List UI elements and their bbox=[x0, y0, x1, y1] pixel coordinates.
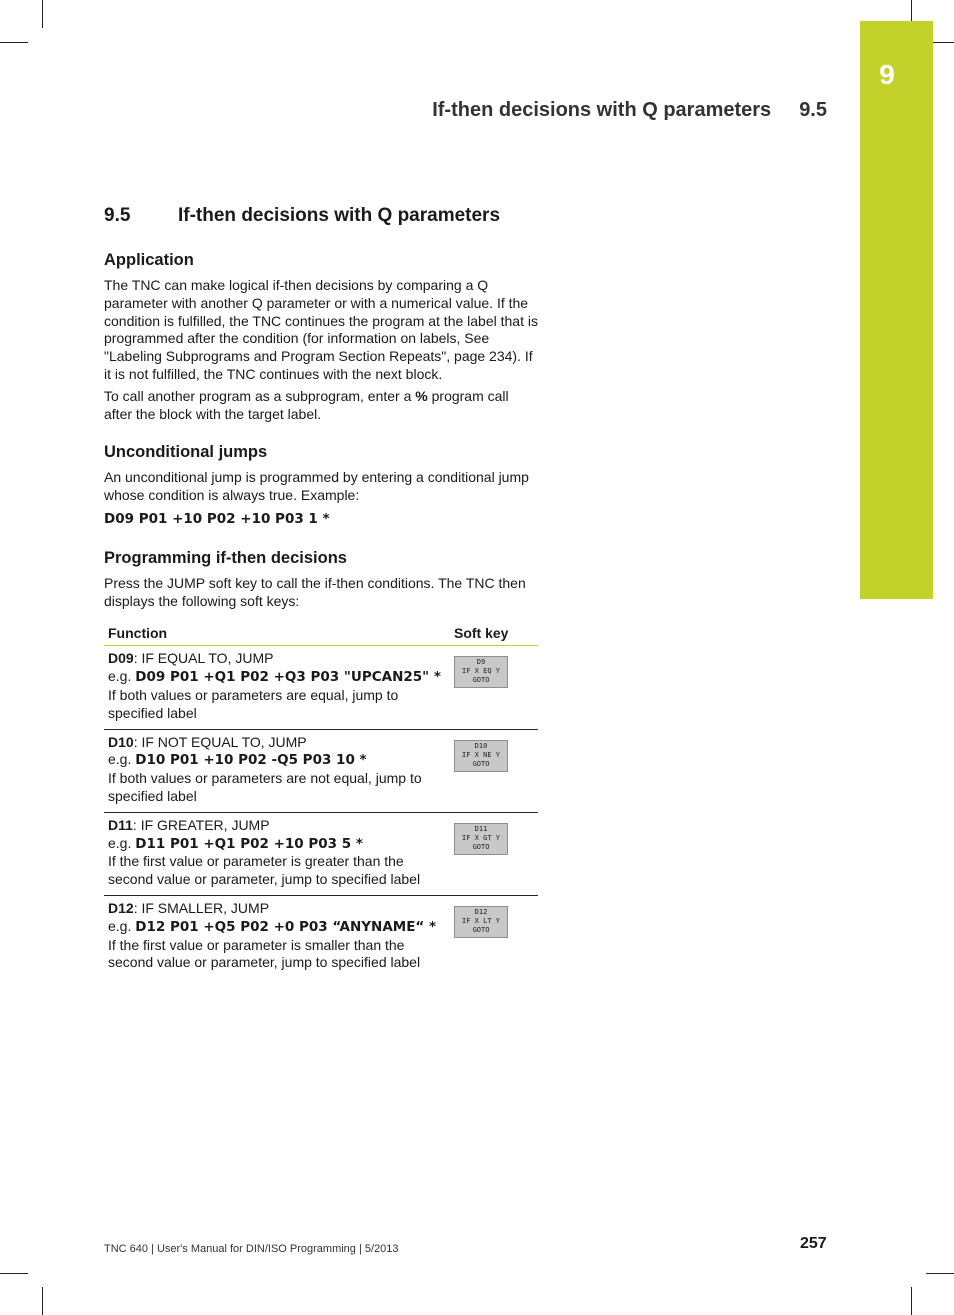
programming-heading: Programming if-then decisions bbox=[104, 548, 347, 567]
function-description: If the first value or parameter is smaller than the second value or parameter, jump to specified label bbox=[108, 936, 421, 971]
softkey-d12-button[interactable]: D12 IF X LT Y GOTO bbox=[454, 906, 508, 938]
eg-prefix: e.g. bbox=[108, 834, 136, 851]
softkey-cell bbox=[450, 895, 538, 978]
running-head-section: 9.5 bbox=[799, 99, 827, 121]
running-head-title: If-then decisions with Q parameters bbox=[432, 99, 772, 121]
section-number: 9.5 bbox=[104, 205, 131, 226]
function-example: D10 P01 +10 P02 -Q5 P03 10 * bbox=[135, 752, 367, 769]
footer-text: TNC 640 | User's Manual for DIN/ISO Programming | 5/2013 bbox=[104, 1243, 399, 1255]
crop-mark bbox=[926, 1273, 954, 1274]
unconditional-heading: Unconditional jumps bbox=[104, 443, 268, 462]
function-name: : IF GREATER, JUMP bbox=[132, 816, 270, 833]
function-example: D09 P01 +Q1 P02 +Q3 P03 "UPCAN25" * bbox=[135, 669, 441, 686]
table-row bbox=[104, 646, 538, 729]
chapter-number: 9 bbox=[879, 59, 895, 90]
function-description: If the first value or parameter is greater than the second value or parameter, jump to specified label bbox=[108, 853, 421, 888]
section-title: If-then decisions with Q parameters bbox=[178, 205, 501, 226]
running-head bbox=[432, 99, 827, 122]
crop-mark bbox=[911, 1287, 912, 1315]
crop-mark bbox=[42, 1287, 43, 1315]
table-row bbox=[104, 729, 538, 812]
unconditional-paragraph: An unconditional jump is programmed by entering a conditional jump whose condition is always true. Example: bbox=[104, 469, 529, 504]
page-number: 257 bbox=[800, 1235, 827, 1252]
subprogram-text-post: program call after the block with the target label. bbox=[104, 387, 509, 422]
function-code: D09 bbox=[108, 650, 134, 667]
crop-mark bbox=[0, 1273, 28, 1274]
function-cell bbox=[104, 812, 450, 895]
function-name: : IF SMALLER, JUMP bbox=[133, 899, 270, 916]
main-content bbox=[104, 205, 538, 978]
eg-prefix: e.g. bbox=[108, 668, 136, 685]
function-cell bbox=[104, 646, 450, 729]
application-heading: Application bbox=[104, 251, 194, 269]
table-row bbox=[104, 895, 538, 978]
softkey-table bbox=[104, 619, 538, 978]
section-heading bbox=[104, 205, 538, 231]
function-example: D12 P01 +Q5 P02 +0 P03 “ANYNAME“ * bbox=[135, 918, 437, 935]
softkey-cell bbox=[450, 812, 538, 895]
function-description: If both values or parameters are not equal, jump to specified label bbox=[108, 770, 422, 804]
table-row bbox=[104, 812, 538, 895]
subprogram-text-pre: To call another program as a subprogram, enter a bbox=[104, 387, 416, 404]
crop-mark bbox=[0, 42, 28, 43]
function-code: D11 bbox=[108, 816, 133, 833]
column-header-softkey: Soft key bbox=[450, 619, 538, 646]
function-description: If both values or parameters are equal, jump to specified label bbox=[108, 686, 399, 721]
softkey-d9-button[interactable]: D9 IF X EQ Y GOTO bbox=[454, 656, 508, 688]
softkey-cell bbox=[450, 729, 538, 812]
application-paragraph: The TNC can make logical if-then decisions by comparing a Q parameter with another Q parameter or with a numerical value. If the condition is fulfilled, the TNC continues the program at the label that is programmed after the condition (for information on labels, See "Labeling Subprograms and Program Section Repeats", page 234). If it is not fulfilled, the TNC continues with the next block. bbox=[104, 277, 538, 382]
eg-prefix: e.g. bbox=[108, 751, 136, 768]
unconditional-example: D09 P01 +10 P02 +10 P03 1 * bbox=[104, 510, 330, 527]
softkey-d11-button[interactable]: D11 IF X GT Y GOTO bbox=[454, 823, 508, 855]
percent-key: % bbox=[415, 387, 428, 404]
programming-paragraph: Press the JUMP soft key to call the if-then conditions. The TNC then displays the following soft keys: bbox=[104, 574, 526, 609]
function-cell bbox=[104, 895, 450, 978]
table-header-row bbox=[104, 619, 538, 646]
chapter-tab bbox=[860, 21, 933, 599]
function-code: D12 bbox=[108, 899, 134, 916]
function-name: : IF NOT EQUAL TO, JUMP bbox=[133, 733, 307, 750]
softkey-d10-button[interactable]: D10 IF X NE Y GOTO bbox=[454, 740, 508, 772]
column-header-function: Function bbox=[104, 619, 450, 646]
function-example: D11 P01 +Q1 P02 +10 P03 5 * bbox=[135, 835, 363, 852]
eg-prefix: e.g. bbox=[108, 917, 136, 934]
function-name: : IF EQUAL TO, JUMP bbox=[133, 650, 274, 667]
function-cell bbox=[104, 729, 450, 812]
crop-mark bbox=[42, 0, 43, 28]
softkey-cell bbox=[450, 646, 538, 729]
subprogram-paragraph bbox=[104, 388, 538, 424]
function-code: D10 bbox=[108, 733, 134, 750]
